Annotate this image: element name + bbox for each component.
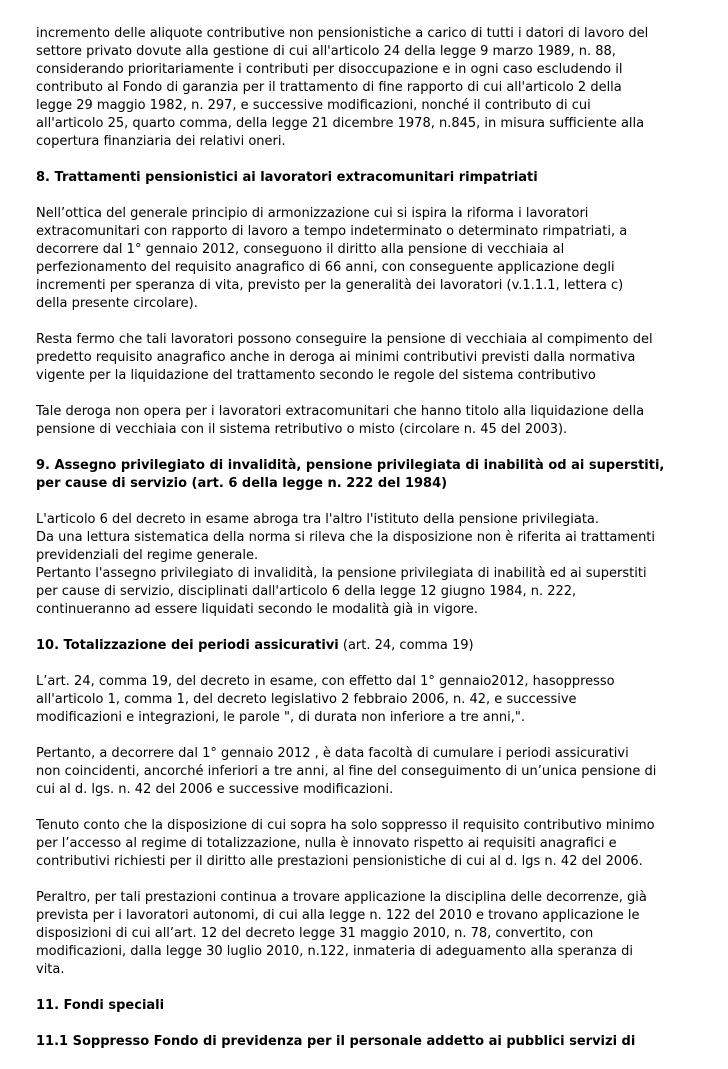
paragraph-10b — [36, 745, 700, 799]
section-11-heading: 11. Fondi speciali — [36, 998, 165, 1013]
heading-line: per cause di servizio (art. 6 della legge n. 222 del 1984) — [36, 476, 448, 491]
paragraph-10a — [36, 673, 700, 727]
text-line: settore privato dovute alla gestione di cui all'articolo 24 della legge 9 marzo 1989, n. 88, — [36, 44, 616, 59]
text-line: Pertanto, a decorrere dal 1° gennaio 2012 , è data facoltà di cumulare i periodi assicurativi — [36, 746, 629, 761]
text-line: legge 29 maggio 1982, n. 297, e successive modificazioni, nonché il contributo di cui — [36, 98, 591, 113]
section-9-heading — [36, 457, 700, 493]
section-10-reference: (art. 24, comma 19) — [338, 638, 474, 653]
section-10-title: 10. Totalizzazione dei periodi assicurativi — [36, 638, 339, 653]
text-line: pensione di vecchiaia con il sistema retributivo o misto (circolare n. 45 del 2003). — [36, 422, 568, 437]
text-line: Pertanto l'assegno privilegiato di invalidità, la pensione privilegiata di inabilità ed ai superstiti — [36, 566, 647, 581]
text-line: modificazioni, dalla legge 30 luglio 2010, n.122, inmateria di adeguamento alla speranza di — [36, 944, 633, 959]
text-line: L'articolo 6 del decreto in esame abroga tra l'altro l'istituto della pensione privilegiata. — [36, 512, 600, 527]
text-line: decorrere dal 1° gennaio 2012, conseguono il diritto alla pensione di vecchiaia al — [36, 242, 565, 257]
section-11-1-heading: 11.1 Soppresso Fondo di previdenza per il personale addetto ai pubblici servizi di — [36, 1034, 636, 1049]
text-line: copertura finanziaria dei relativi oneri. — [36, 134, 286, 149]
text-line: modificazioni e integrazioni, le parole ", di durata non inferiore a tre anni,". — [36, 710, 526, 725]
text-line: cui al d. lgs. n. 42 del 2006 e successive modificazioni. — [36, 782, 394, 797]
text-line: Tenuto conto che la disposizione di cui sopra ha solo soppresso il requisito contributivo minimo — [36, 818, 655, 833]
text-line: prevista per i lavoratori autonomi, di cui alla legge n. 122 del 2010 e trovano applicazione le — [36, 908, 640, 923]
document-body — [36, 25, 700, 1069]
paragraph-8c — [36, 403, 700, 439]
section-8-heading: 8. Trattamenti pensionistici ai lavoratori extracomunitari rimpatriati — [36, 170, 538, 185]
text-line: non coincidenti, ancorché inferiori a tre anni, al fine del conseguimento di un’unica pensione di — [36, 764, 657, 779]
paragraph-8b — [36, 331, 700, 385]
text-line: incremento delle aliquote contributive non pensionistiche a carico di tutti i datori di lavoro del — [36, 26, 649, 41]
text-line: considerando prioritariamente i contributi per disoccupazione e in ogni caso escludendo il — [36, 62, 623, 77]
paragraph-10d — [36, 889, 700, 979]
text-line: vigente per la liquidazione del trattamento secondo le regole del sistema contributivo — [36, 368, 596, 383]
text-line: disposizioni di cui all’art. 12 del decreto legge 31 maggio 2010, n. 78, convertito, con — [36, 926, 594, 941]
text-line: contributo al Fondo di garanzia per il trattamento di fine rapporto di cui all'articolo 2 della — [36, 80, 622, 95]
section-10-heading — [36, 637, 700, 655]
text-line: continueranno ad essere liquidati secondo le modalità già in vigore. — [36, 602, 478, 617]
text-line: Tale deroga non opera per i lavoratori extracomunitari che hanno titolo alla liquidazione della — [36, 404, 645, 419]
text-line: Resta fermo che tali lavoratori possono conseguire la pensione di vecchiaia al compimento del — [36, 332, 653, 347]
text-line: vita. — [36, 962, 65, 977]
text-line: Nell’ottica del generale principio di armonizzazione cui si ispira la riforma i lavoratori — [36, 206, 589, 221]
text-line: Da una lettura sistematica della norma si rileva che la disposizione non è riferita ai trattamenti — [36, 530, 656, 545]
text-line: extracomunitari con rapporto di lavoro a tempo indeterminato o determinato rimpatriati, a — [36, 224, 628, 239]
text-line: previdenziali del regime generale. — [36, 548, 259, 563]
paragraph-intro — [36, 25, 700, 151]
text-line: predetto requisito anagrafico anche in deroga ai minimi contributivi previsti dalla normativa — [36, 350, 636, 365]
text-line: della presente circolare). — [36, 296, 198, 311]
text-line: per l’accesso al regime di totalizzazione, nulla è innovato rispetto ai requisiti anagrafici e — [36, 836, 617, 851]
heading-line: 9. Assegno privilegiato di invalidità, pensione privilegiata di inabilità od ai superstiti, — [36, 458, 665, 473]
text-line: per cause di servizio, disciplinati dall'articolo 6 della legge 12 giugno 1984, n. 222, — [36, 584, 577, 599]
text-line: incrementi per speranza di vita, previsto per la generalità dei lavoratori (v.1.1.1, lettera c) — [36, 278, 624, 293]
text-line: L’art. 24, comma 19, del decreto in esame, con effetto dal 1° gennaio2012, hasoppresso — [36, 674, 615, 689]
paragraph-9 — [36, 511, 700, 619]
text-line: perfezionamento del requisito anagrafico di 66 anni, con conseguente applicazione degli — [36, 260, 615, 275]
text-line: Peraltro, per tali prestazioni continua a trovare applicazione la disciplina delle decorrenze, già — [36, 890, 647, 905]
paragraph-8a — [36, 205, 700, 313]
text-line: contributivi richiesti per il diritto alle prestazioni pensionistiche di cui al d. lgs n. 42 del 2006. — [36, 854, 643, 869]
text-line: all'articolo 25, quarto comma, della legge 21 dicembre 1978, n.845, in misura sufficiente alla — [36, 116, 645, 131]
paragraph-10c — [36, 817, 700, 871]
text-line: all'articolo 1, comma 1, del decreto legislativo 2 febbraio 2006, n. 42, e successive — [36, 692, 577, 707]
